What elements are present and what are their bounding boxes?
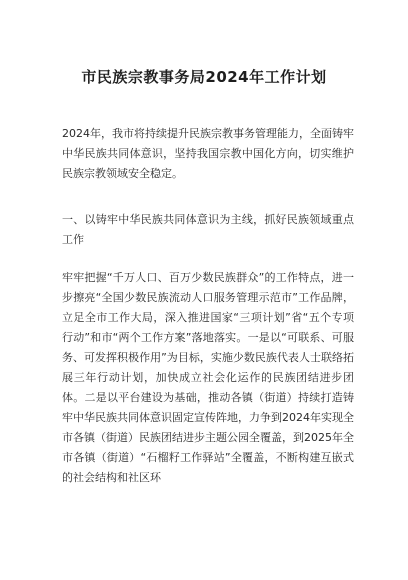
section-body-paragraph: 牢牢把握“千万人口、百万少数民族群众”的工作特点，进一步擦亮“全国少数民族流动人口服务管理示范市”工作品牌，立足全市工作大局，深入推进国家“三项计划”省“五个专项行动”和市“两个工作方案”落地落实。一是以“可联系、可服务、可发挥积极作用”为目标，实施少数民族代表人士联络拓展三年行动计划，加快成立社会化运作的民族团结进步团体。二是以平台建设为基础，推动各镇（街道）持续打造铸牢中华民族共同体意识固定宣传阵地，力争到2024年实现全市各镇（街道）民族团结进步主题公园全覆盖，到2025年全市各镇（街道）“石榴籽工作驿站”全覆盖，不断构建互嵌式的社会结构和社区环 (62, 271, 354, 484)
document-title: 市民族宗教事务局2024年工作计划 (81, 68, 327, 86)
intro-paragraph: 2024年，我市将持续提升民族宗教事务管理能力，全面铸牢中华民族共同体意识，坚持我国宗教中国化方向，切实维护民族宗教领域安全稳定。 (62, 127, 354, 180)
section-heading-1: 一、以铸牢中华民族共同体意识为主线，抓好民族领域重点工作 (62, 213, 354, 246)
